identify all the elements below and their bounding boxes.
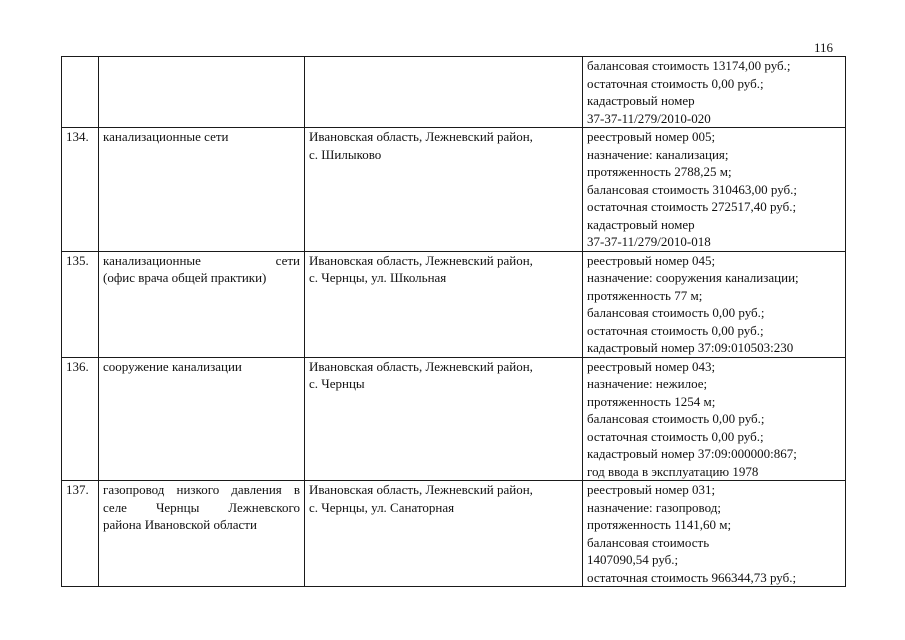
detail-line: остаточная стоимость 0,00 руб.; [587, 322, 764, 338]
address-line: с. Чернцы, ул. Школьная [309, 270, 447, 285]
address-line: Ивановская область, Лежневский район, [309, 129, 533, 144]
detail-line: 37-37-11/279/2010-020 [587, 110, 711, 126]
detail-line: назначение: канализация; [587, 146, 729, 162]
address-cell [305, 57, 583, 128]
detail-line: 1407090,54 руб.; [587, 552, 679, 567]
table-row [62, 57, 846, 128]
address-line: с. Чернцы [309, 376, 365, 391]
address-cell [305, 481, 583, 587]
address-line: Ивановская область, Лежневский район, [309, 482, 533, 497]
name-line: сооружение канализации [103, 358, 242, 374]
detail-line: балансовая стоимость [587, 534, 710, 550]
name-line: канализационные сети [103, 252, 300, 268]
detail-line: реестровый номер 043; [587, 358, 716, 374]
detail-line: балансовая стоимость 310463,00 руб.; [587, 181, 797, 197]
row-number-cell [62, 57, 99, 128]
name-line: (офис врача общей практики) [103, 270, 267, 285]
detail-line: остаточная стоимость 0,00 руб.; [587, 428, 764, 444]
address-cell [305, 357, 583, 481]
detail-line: назначение: сооружения канализации; [587, 270, 799, 285]
table-row [62, 251, 846, 357]
property-registry-table [61, 56, 846, 587]
table-row [62, 128, 846, 252]
details-cell [583, 57, 846, 128]
row-number-cell: 136. [62, 357, 99, 481]
detail-line: кадастровый номер [587, 93, 695, 108]
details-cell [583, 357, 846, 481]
object-name-cell [99, 57, 305, 128]
details-cell [583, 251, 846, 357]
details-cell [583, 481, 846, 587]
detail-line: кадастровый номер [587, 216, 695, 232]
detail-line: остаточная стоимость 0,00 руб.; [587, 75, 764, 91]
name-line: района Ивановской области [103, 517, 257, 532]
object-name-cell [99, 128, 305, 252]
detail-line: балансовая стоимость 0,00 руб.; [587, 411, 765, 426]
address-line: с. Шилыково [309, 146, 382, 162]
detail-line: протяженность 2788,25 м; [587, 164, 732, 179]
table-row [62, 357, 846, 481]
row-number-cell: 134. [62, 128, 99, 252]
name-line: селе Чернцы Лежневского [103, 499, 300, 515]
page-number: 116 [814, 40, 834, 55]
object-name-cell [99, 251, 305, 357]
table-row [62, 481, 846, 587]
address-cell [305, 251, 583, 357]
detail-line: реестровый номер 031; [587, 482, 716, 497]
row-number-cell: 135. [62, 251, 99, 357]
object-name-cell [99, 481, 305, 587]
object-name-cell [99, 357, 305, 481]
detail-line: остаточная стоимость 272517,40 руб.; [587, 199, 797, 214]
address-cell [305, 128, 583, 252]
detail-line: кадастровый номер 37:09:000000:867; [587, 446, 797, 461]
detail-line: остаточная стоимость 966344,73 руб.; [587, 569, 797, 585]
detail-line: год ввода в эксплуатацию 1978 [587, 463, 759, 479]
detail-line: протяженность 1254 м; [587, 393, 716, 409]
detail-line: балансовая стоимость 13174,00 руб.; [587, 58, 791, 73]
name-line: газопровод низкого давления в [103, 482, 300, 497]
address-line: Ивановская область, Лежневский район, [309, 252, 533, 268]
row-number-cell: 137. [62, 481, 99, 587]
name-line: канализационные сети [103, 129, 229, 144]
detail-line: 37-37-11/279/2010-018 [587, 234, 711, 249]
detail-line: реестровый номер 005; [587, 129, 716, 144]
address-line: с. Чернцы, ул. Санаторная [309, 499, 455, 515]
detail-line: балансовая стоимость 0,00 руб.; [587, 305, 765, 320]
details-cell [583, 128, 846, 252]
detail-line: назначение: газопровод; [587, 499, 721, 515]
detail-line: протяженность 77 м; [587, 287, 703, 303]
address-line: Ивановская область, Лежневский район, [309, 358, 533, 374]
detail-line: протяженность 1141,60 м; [587, 517, 732, 532]
detail-line: назначение: нежилое; [587, 376, 708, 391]
detail-line: кадастровый номер 37:09:010503:230 [587, 340, 794, 355]
detail-line: реестровый номер 045; [587, 252, 716, 268]
